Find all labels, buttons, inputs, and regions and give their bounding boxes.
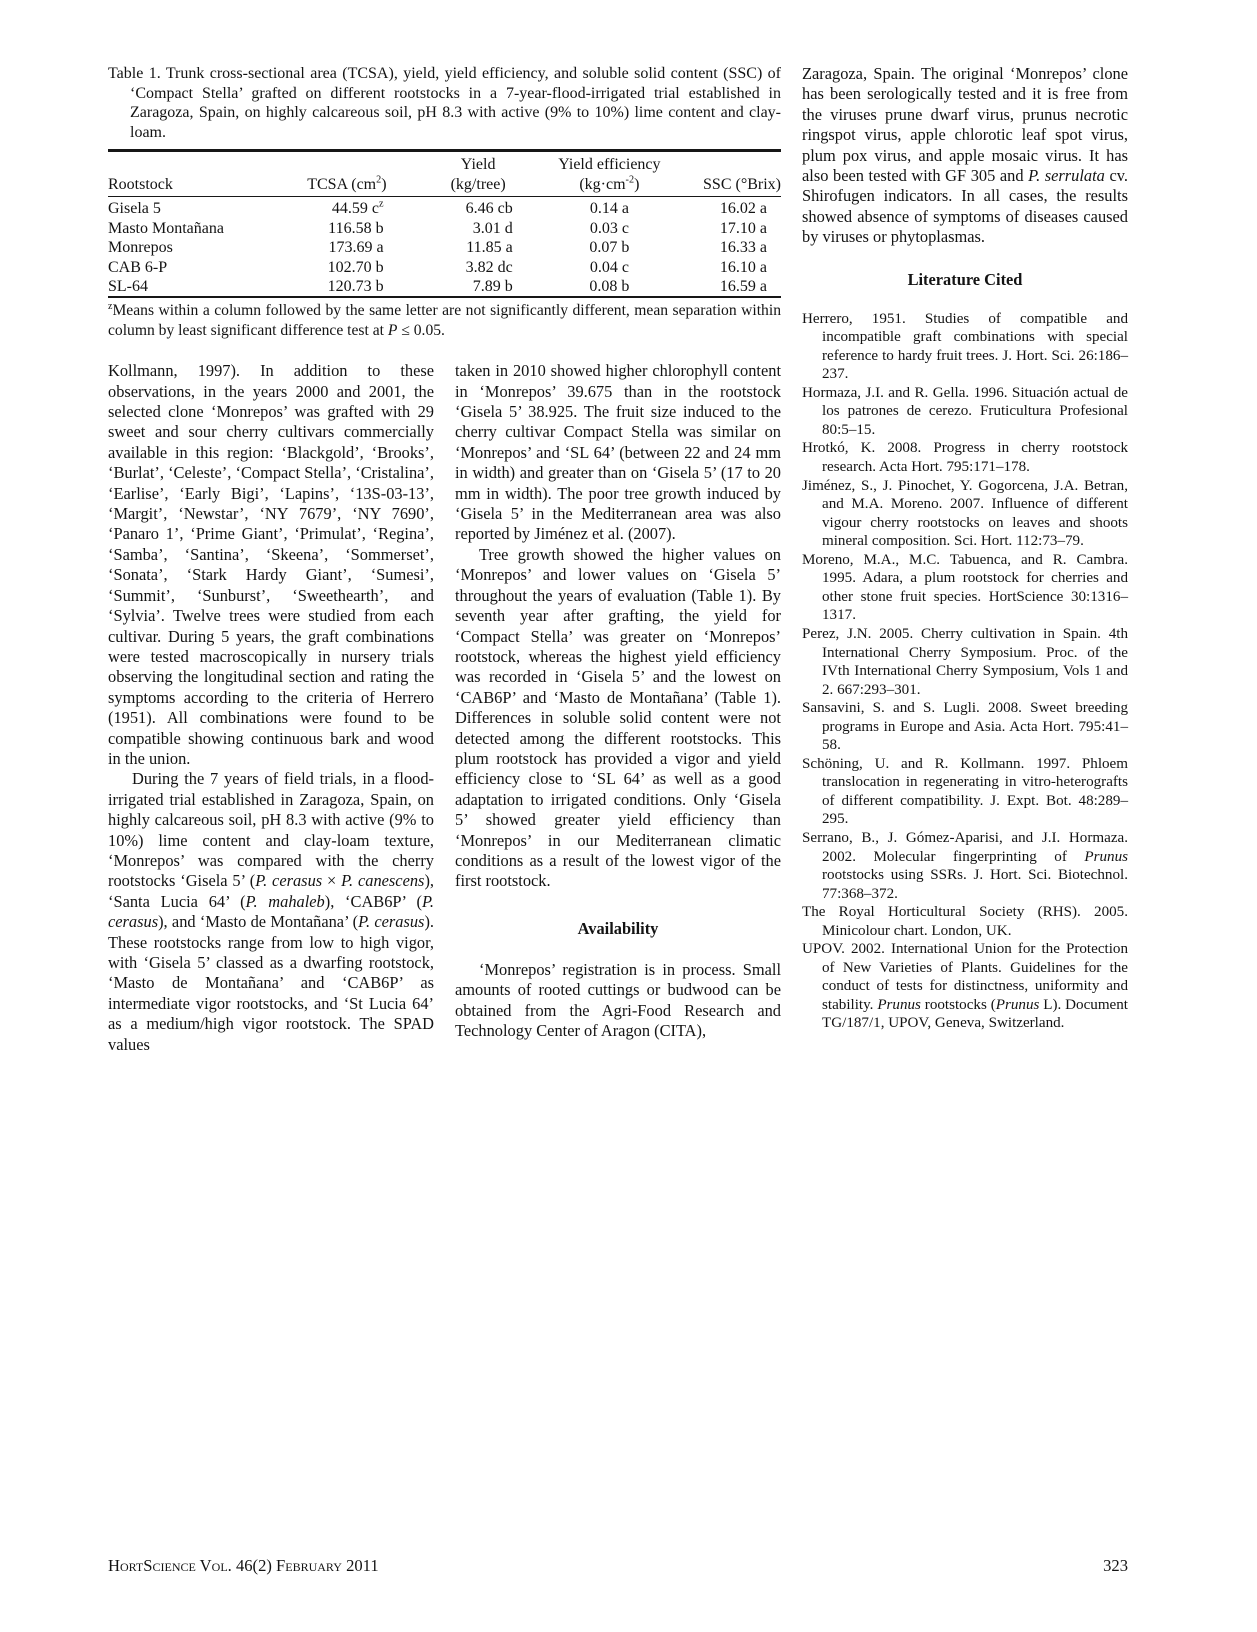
text-run: UPOV. 2002. International Union for the Protection of New Varieties of Plants. Guidelines for the conduct of tests for distinctness, uniformity and stability.: [802, 941, 1128, 1013]
text-run: The Royal Horticultural Society (RHS). 2005. Minicolour chart. London, UK.: [802, 904, 1128, 939]
text-run: cv. Shirofugen indicators. In all cases, the results showed absence of symptoms of diseases caused by viruses or phytoplasmas.: [802, 166, 1128, 247]
text-run: Monrepos: [108, 239, 173, 257]
text-run: Serrano, B., J. Gómez-Aparisi, and J.I. Hormaza. 2002. Molecular fingerprinting of: [802, 829, 1128, 865]
table-row: [108, 197, 781, 219]
table-cell: [680, 219, 781, 238]
table-cell: [108, 258, 276, 277]
table-row: [108, 277, 781, 297]
body-column-2: [455, 361, 781, 1055]
text-run: Rootstock: [108, 175, 173, 193]
table-cell: [276, 197, 417, 219]
text-run: 3.01 d: [472, 219, 513, 237]
text-run: ), and ‘Masto de Montañana’ (: [158, 912, 359, 932]
text-run: 11.85 a: [466, 239, 513, 257]
left-section: [108, 64, 781, 1055]
text-run: Gisela 5: [108, 200, 161, 218]
reference-entry: [802, 310, 1128, 384]
table-1-block: [108, 64, 781, 340]
text-run: 173.69 a: [328, 239, 384, 257]
text-run: -2: [625, 174, 635, 186]
text-run: Jiménez, S., J. Pinochet, Y. Gogorcena, J.A. Betran, and M.A. Moreno. 2007. Influence of different vigour cherry rootstocks on leaves and shoots mineral composition. Sci. Hort. 112:73–79.: [802, 477, 1128, 550]
table-caption: [108, 64, 781, 142]
text-run: Means within a column followed by the same letter are not significantly different, mean separation within column by least significant difference test at: [108, 302, 781, 339]
column-header: [108, 151, 276, 197]
text-run: 116.58 b: [328, 219, 384, 237]
column-header: [680, 151, 781, 197]
text-run: taken in 2010 showed higher chlorophyll content in ‘Monrepos’ 39.675 than in the rootstock ‘Gisela 5’ 38.925. The fruit size induced to the cherry cultivar Compact Stella was similar on ‘Monrepos’ and ‘SL 64’ (between 22 and 24 mm in width) and greater than on ‘Gisela 5’ (17 to 20 mm in width). The poor tree growth induced by ‘Gisela 5’ in the Mediterranean area was also reported by Jiménez et al. (2007).: [455, 361, 781, 544]
table-cell: [276, 219, 417, 238]
body-column-3: [802, 64, 1128, 1055]
reference-entry: [802, 384, 1128, 440]
data-table: [108, 149, 781, 298]
table-cell: [539, 197, 680, 219]
text-run: ≤ 0.05.: [397, 321, 445, 339]
footer-journal-info: HortScience Vol. 46(2) February 2011: [108, 1556, 379, 1575]
text-run: CAB 6-P: [108, 258, 168, 276]
reference-entry: [802, 829, 1128, 903]
table-cell: [680, 277, 781, 297]
text-run: SSC (°Brix): [703, 175, 781, 193]
reference-entry: [802, 439, 1128, 476]
text-run: 3.82 dc: [465, 258, 513, 276]
table-header-row: [108, 151, 781, 197]
text-run: P. canescens: [341, 871, 425, 891]
text-run: P. serrulata: [1028, 166, 1105, 186]
text-run: During the 7 years of field trials, in a flood-irrigated trial established in Zaragoza, Spain, on highly calcareous soil, pH 8.3 with active (9% to 10%) lime content and clay-loam texture, ‘Monrepos’ was compared with the cherry rootstocks ‘Gisela 5’ (: [108, 769, 434, 891]
text-run: Hrotkó, K. 2008. Progress in cherry rootstock research. Acta Hort. 795:171–178.: [802, 440, 1128, 476]
text-run: Sansavini, S. and S. Lugli. 2008. Sweet breeding programs in Europe and Asia. Acta Hort. 795:41–58.: [802, 700, 1128, 754]
text-run: ): [381, 175, 387, 193]
section-heading: [455, 919, 781, 939]
text-run: ): [634, 175, 640, 193]
text-run: ‘Monrepos’ registration is in process. Small amounts of rooted cuttings or budwood can be obtained from the Agri-Food Research and Technology Center of Aragon (CITA),: [455, 959, 781, 1040]
text-run: Prunus: [877, 996, 921, 1013]
table-cell: [680, 197, 781, 219]
reference-entry: [802, 699, 1128, 755]
reference-entry: [802, 625, 1128, 699]
text-run: 44.59 c: [331, 200, 380, 218]
table-row: [108, 258, 781, 277]
text-run: L). Document TG/187/1, UPOV, Geneva, Switzerland.: [822, 996, 1128, 1032]
text-run: Literature Cited: [907, 269, 1023, 289]
text-run: Zaragoza, Spain. The original ‘Monrepos’ clone has been serologically tested and it is free from the viruses prune dwarf virus, prunus necrotic ringspot virus, apple chlorotic leaf spot virus, plum pox virus, and apple mosaic virus. It has also been tested with GF 305 and: [802, 64, 1128, 186]
page-footer: [108, 1556, 1128, 1576]
table-row: [108, 219, 781, 238]
text-run: 16.33 a: [719, 239, 767, 257]
text-run: 102.70 b: [327, 258, 384, 276]
table-footnote: [108, 301, 781, 340]
text-run: Masto Montañana: [108, 219, 224, 237]
text-run: 0.04 c: [589, 258, 629, 276]
table-cell: [539, 277, 680, 297]
page-content: [108, 64, 1128, 1055]
text-run: P: [387, 321, 398, 339]
footer-page-number: 323: [1103, 1556, 1128, 1575]
table-cell: [108, 238, 276, 257]
table-cell: [539, 219, 680, 238]
text-run: P. cerasus: [108, 891, 434, 932]
reference-entry: [802, 940, 1128, 1033]
text-run: 0.03 c: [589, 219, 629, 237]
text-run: Prunus: [995, 996, 1040, 1013]
text-run: (kg/tree): [450, 175, 506, 193]
text-run: SL-64: [108, 278, 148, 295]
reference-entry: [802, 755, 1128, 829]
text-run: Prunus: [1084, 848, 1128, 865]
text-run: 2: [376, 174, 382, 186]
table-cell: [418, 277, 539, 297]
column-header: [539, 151, 680, 197]
text-run: z: [379, 199, 384, 211]
text-run: Tree growth showed the higher values on ‘Monrepos’ and lower values on ‘Gisela 5’ throughout the years of evaluation (Table 1). By seventh year after grafting, the yield for ‘Compact Stella’ was greater on ‘Monrepos’ rootstock, whereas the highest yield efficiency was recorded in ‘Gisela 5’ and the lowest on ‘CAB6P’ and ‘Masto de Montañana’ (Table 1). Differences in soluble solid content were not detected among the different rootstocks. This plum rootstock has provided a vigor and yield efficiency close to ‘SL 64’ as well as a good adaptation to irrigated conditions. Only ‘Gisela 5’ showed greater yield efficiency than ‘Monrepos’ in our Mediterranean climatic conditions as a result of the lowest vigor of the first rootstock.: [455, 544, 781, 891]
text-run: Perez, J.N. 2005. Cherry cultivation in Spain. 4th International Cherry Symposium. Proc. of the IVth International Cherry Symposium, Vols 1 and 2. 667:293–301.: [802, 625, 1128, 698]
body-paragraph: [108, 769, 434, 1055]
table-cell: [680, 258, 781, 277]
text-run: ), ‘CAB6P’ (: [324, 891, 422, 911]
body-column-1: [108, 361, 434, 1055]
text-run: ), ‘Santa Lucia 64’ (: [108, 871, 434, 911]
text-run: rootstocks (: [920, 996, 996, 1013]
table-cell: [108, 219, 276, 238]
text-run: 120.73 b: [327, 278, 384, 295]
body-paragraph: [455, 545, 781, 892]
table-cell: [418, 238, 539, 257]
text-run: 0.07 b: [589, 239, 630, 257]
body-paragraph: [455, 361, 781, 545]
text-run: Kollmann, 1997). In addition to these observations, in the years 2000 and 2001, the selected clone ‘Monrepos’ was grafted with 29 sweet and sour cherry cultivars commercially available in this region: ‘Blackgold’, ‘Brooks’, ‘Burlat’, ‘Celeste’, ‘Compact Stella’, ‘Cristalina’, ‘Earlise’, ‘Early Bigi’, ‘Lapins’, ‘13S-03-13’, ‘Margit’, ‘Newstar’, ‘NY 7679’, ‘NY 7690’, ‘Panaro 1’, ‘Prime Giant’, ‘Primulat’, ‘Regina’, ‘Samba’, ‘Santina’, ‘Skeena’, ‘Sommerset’, ‘Sonata’, ‘Stark Hardy Giant’, ‘Sumesi’, ‘Summit’, ‘Sunburst’, ‘Sweethearth’, and ‘Sylvia’. Twelve trees were studied from each cultivar. During 5 years, the graft combinations were tested macroscopically in nursery trials observing the longitudinal section and rating the symptoms according to the criteria of Herrero (1951). All combinations were found to be compatible showing continuous bark and wood in the union.: [108, 361, 434, 768]
table-cell: [276, 277, 417, 297]
body-paragraph: [455, 960, 781, 1042]
text-run: ×: [322, 871, 342, 891]
table-cell: [276, 238, 417, 257]
section-heading: [802, 270, 1128, 290]
body-columns: [108, 361, 781, 1055]
text-run: Moreno, M.A., M.C. Tabuenca, and R. Cambra. 1995. Adara, a plum rootstock for cherries and other stone fruit species. HortScience 30:1316–1317.: [802, 551, 1128, 624]
text-run: Availability: [577, 918, 659, 938]
text-run: 7.89 b: [472, 278, 513, 295]
text-run: P. cerasus: [255, 871, 323, 891]
text-run: 0.08 b: [589, 278, 630, 295]
reference-entry: [802, 551, 1128, 625]
text-run: Schöning, U. and R. Kollmann. 1997. Phloem translocation in regenerating in vitro-heterografts of different compatibility. J. Expt. Bot. 48:289–295.: [802, 755, 1128, 828]
text-run: Hormaza, J.I. and R. Gella. 1996. Situación actual de los patrones de cerezo. Fruticultura Profesional 80:5–15.: [802, 384, 1128, 438]
table-cell: [680, 238, 781, 257]
reference-entry: [802, 903, 1128, 940]
body-paragraph: [802, 64, 1128, 248]
text-run: 16.10 a: [719, 258, 767, 276]
text-run: rootstocks using SSRs. J. Hort. Sci. Biotechnol. 77:368–372.: [822, 867, 1128, 902]
reference-entry: [802, 477, 1128, 551]
table-cell: [539, 258, 680, 277]
text-run: Yield: [460, 156, 496, 174]
table-cell: [418, 197, 539, 219]
text-run: 17.10 a: [719, 219, 767, 237]
table-cell: [276, 258, 417, 277]
text-run: (kg·cm: [579, 175, 626, 193]
table-cell: [418, 258, 539, 277]
text-run: P. cerasus: [358, 912, 425, 932]
column-header: [418, 151, 539, 197]
text-run: z: [108, 301, 113, 313]
table-cell: [418, 219, 539, 238]
table-row: [108, 238, 781, 257]
column-header: [276, 151, 417, 197]
text-run: TCSA (cm: [307, 175, 377, 193]
text-run: 16.59 a: [719, 278, 767, 295]
text-run: Herrero, 1951. Studies of compatible and incompatible graft combinations with special reference to hardy fruit trees. J. Hort. Sci. 26:186–237.: [802, 310, 1128, 383]
table-cell: [539, 238, 680, 257]
text-run: 16.02 a: [719, 200, 767, 218]
text-run: P. mahaleb: [245, 891, 325, 911]
table-cell: [108, 277, 276, 297]
text-run: 6.46 cb: [465, 200, 513, 218]
text-run: Yield efficiency: [558, 156, 661, 174]
text-run: Table 1. Trunk cross-sectional area (TCSA), yield, yield efficiency, and soluble solid content (SSC) of ‘Compact Stella’ grafted on different rootstocks in a 7-year-flood-irrigated trial established in Zaragoza, Spain, on highly calcareous soil, pH 8.3 with active (9% to 10%) lime content and clay-loam.: [108, 65, 781, 141]
text-run: ). These rootstocks range from low to high vigor, with ‘Gisela 5’ classed as a dwarfing rootstock, ‘Masto de Montañana’ and ‘CAB6P’ as intermediate vigor rootstocks, and ‘St Lucia 64’ as a medium/high vigor rootstock. The SPAD values: [108, 912, 434, 1054]
body-paragraph: [108, 361, 434, 769]
table-cell: [108, 197, 276, 219]
text-run: 0.14 a: [589, 200, 629, 218]
